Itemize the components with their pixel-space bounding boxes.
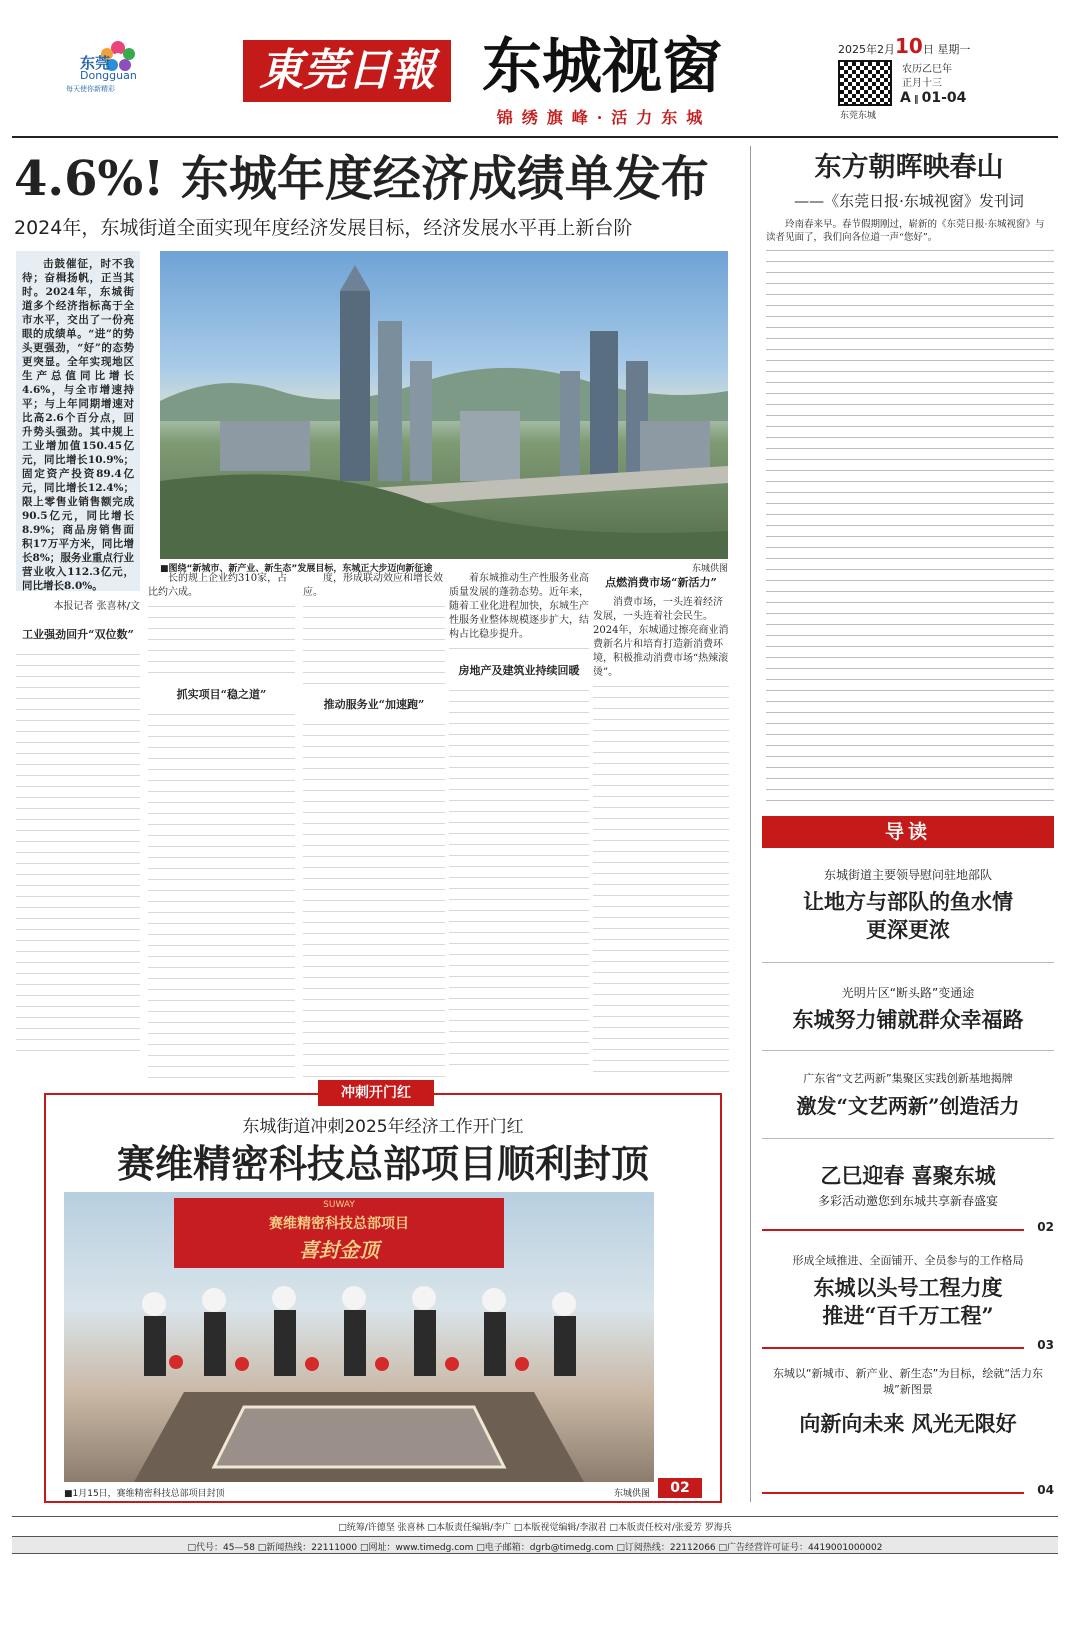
section-heading: 房地产及建筑业持续回暖 <box>458 664 580 677</box>
editorial-text <box>766 218 1054 808</box>
guide-separator <box>762 962 1054 963</box>
guide-item-title: 东城以头号工程力度 <box>813 1275 1003 1300</box>
guide-heading: 导读 <box>762 816 1054 848</box>
lead-subheadline: 2024年，东城街道全面实现年度经济发展目标，经济发展水平再上新台阶 <box>14 217 633 239</box>
guide-item[interactable] <box>762 1060 1054 1140</box>
guide-item-title: 乙巳迎春 喜聚东城 <box>820 1163 996 1188</box>
lead-col-3 <box>303 572 445 1066</box>
edition-letter: A <box>900 90 911 106</box>
lead-byline: 本报记者 张喜林/文 <box>53 601 140 612</box>
guide-page-number: 02 <box>1037 1220 1054 1234</box>
logo-cn: 东莞 <box>80 54 111 72</box>
guide-separator <box>762 1138 1054 1139</box>
body-text-lines <box>16 648 140 1060</box>
header-divider <box>12 136 1058 138</box>
feature-page-ref: 02 <box>658 1478 702 1498</box>
guide-item-title: 让地方与部队的鱼水情 <box>803 889 1013 914</box>
section-heading: 工业强劲回升“双位数” <box>22 628 134 641</box>
lead-col3-text: 度，形成联动效应和增长效应。 <box>303 573 443 598</box>
footer-info: □代号：45—58 □新闻热线：22111000 □网址：www.timedg.com □电子邮箱：dgrb@timedg.com □订阅热线：22112066 □广告经营许可证号：4419001000002 <box>187 1543 883 1553</box>
tagline: 锦绣旗峰·活力东城 <box>496 108 712 127</box>
banner-slogan: 喜封金顶 <box>299 1238 379 1262</box>
guide-item-title-2: 更深更浓 <box>866 917 950 942</box>
lead-headline: 4.6%! 东城年度经济成绩单发布 <box>14 151 709 207</box>
guide-item-title: 激发“文艺两新”创造活力 <box>796 1094 1020 1118</box>
page-range: 01-04 <box>921 90 967 106</box>
date-suffix: 日 星期一 <box>922 43 971 56</box>
lead-col-1 <box>16 626 140 1066</box>
issue-date <box>838 34 978 58</box>
lunar-year: 农历乙巳年 <box>902 64 952 75</box>
lead-summary: 击鼓催征，时不我待；奋楫扬帆，正当其时。2024年，东城街道多个经济指标高于全市水平，交出了一份亮眼的成绩单。“进”的势头更强劲，“好”的态势更突显。全年实现地区生产总值同比增长4.6%，与全市增速持平；与上年同期增速对比高2.6个百分点，回升势头强劲。其中规上工业增加值150.45亿元，同比增长10.9%；固定资产投资89.4亿元，同比增长12.4%；限上零售业销售额完成90.5亿元，同比增长8.9%；商品房销售面积17万平方米，同比增长8%；服务业重点行业营业收入112.3亿元，同比增长8.0%。 <box>22 258 134 592</box>
qr-label: 东莞东城 <box>840 111 877 121</box>
edition-title: 东城视窗 <box>482 32 722 102</box>
guide-item-kicker: 东城以“新城市、新产业、新生态”为目标，绘就“活力东城”新图景 <box>772 1367 1044 1396</box>
guide-item[interactable] <box>762 1242 1054 1342</box>
editorial-excerpt: 玲南春来早。春节假期刚过，崭新的《东莞日报·东城视窗》与读者见面了，我们向各位道一声“您好”。 <box>766 219 1045 243</box>
body-text-lines <box>148 600 295 680</box>
section-heading: 抓实项目“稳之道” <box>176 688 267 701</box>
lead-col-5 <box>593 572 729 1066</box>
guide-page-rule <box>762 1347 1024 1349</box>
lead-col-4 <box>449 572 589 1066</box>
feature-photo <box>64 1192 654 1482</box>
guide-separator <box>762 1050 1054 1051</box>
feature-tag: 冲刺开门红 <box>318 1080 434 1106</box>
footer-info-bar <box>12 1536 1058 1554</box>
footer-credits: □统筹/许德坚 张喜林 □本版责任编辑/李广 □本版视觉编辑/李淑君 □本版责任校对/张爱芳 罗海兵 <box>338 1523 732 1533</box>
body-text-lines <box>449 642 589 656</box>
guide-item-kicker: 形成全域推进、全面铺开、全员参与的工作格局 <box>792 1254 1024 1267</box>
logo-en: Dongguan <box>80 69 137 82</box>
guide-page-number: 04 <box>1037 1483 1054 1497</box>
section-heading: 点燃消费市场“新活力” <box>605 576 717 589</box>
guide-item-subtitle: 多彩活动邀您到东城共享新春盛宴 <box>817 1194 998 1208</box>
groundbreaking-ceremony-illustration <box>64 1192 654 1482</box>
guide-item[interactable] <box>762 974 1054 1054</box>
guide-item-title-2: 推进“百千万工程” <box>822 1303 994 1328</box>
guide-item[interactable] <box>762 1356 1054 1476</box>
editorial-subtitle: ——《东莞日报·东城视窗》发刊词 <box>794 192 1024 210</box>
lead-col5-text: 消费市场，一头连着经济发展，一头连着社会民生。2024年，东城通过擦亮商业消费新名片和培育打造新消费环境，积极推动消费市场“热辣滚烫”。 <box>593 597 729 678</box>
lead-col4-text: 着东城推动生产性服务业高质量发展的蓬勃态势。近年来，随着工业化进程加快，东城生产性服务业整体规模逐步扩大，结构占比稳步提升。 <box>449 573 589 640</box>
footer-rule-top <box>12 1516 1058 1517</box>
lunar-day: 正月十三 <box>902 78 942 89</box>
date-day: 10 <box>895 34 923 58</box>
guide-item-kicker: 东城街道主要领导慰问驻地部队 <box>823 868 992 882</box>
body-text-lines <box>148 708 295 1082</box>
editorial-divider <box>750 146 751 1502</box>
body-text-lines <box>593 680 729 1080</box>
city-skyline-illustration <box>160 251 728 559</box>
guide-page-rule <box>762 1492 1024 1494</box>
lead-photo-caption: ■图绕“新城市、新产业、新生态”发展目标，东城正大步迈向新征途 <box>160 564 433 574</box>
guide-item-kicker: 光明片区“断头路”变通途 <box>841 986 975 1000</box>
guide-item[interactable] <box>762 1148 1054 1238</box>
feature-kicker: 东城街道冲刺2025年经济工作开门红 <box>242 1117 524 1137</box>
banner-brand: SUWAY <box>323 1200 355 1210</box>
feature-headline: 赛维精密科技总部项目顺利封顶 <box>116 1141 649 1186</box>
body-text-lines <box>303 600 445 690</box>
masthead: 東莞日報 <box>243 40 451 102</box>
qr-code <box>838 60 892 106</box>
lead-photo <box>160 251 728 559</box>
body-text-lines <box>303 718 445 1082</box>
guide-page-rule <box>762 1229 1024 1231</box>
lead-summary-box <box>16 251 140 591</box>
dongguan-logo <box>40 38 170 96</box>
guide-item[interactable] <box>762 852 1054 962</box>
date-prefix: 2025年2月 <box>838 43 895 56</box>
body-text-lines <box>766 244 1054 804</box>
feature-photo-credit: 东城供图 <box>613 1489 650 1499</box>
logo-slogan: 每天使你新精彩 <box>66 85 115 93</box>
editorial-title: 东方朝晖映春山 <box>814 152 1004 183</box>
banner-title: 赛维精密科技总部项目 <box>269 1216 409 1232</box>
body-text-lines <box>449 684 589 1068</box>
guide-item-title: 东城努力铺就群众幸福路 <box>792 1007 1024 1032</box>
lead-photo-credit: 东城供图 <box>691 564 728 574</box>
guide-panel <box>762 816 1054 1502</box>
section-heading: 推动服务业“加速跑” <box>323 698 425 711</box>
guide-page-number: 03 <box>1037 1338 1054 1352</box>
edition-pages: A ‖ 01-04 <box>900 90 967 106</box>
guide-item-kicker: 广东省“文艺两新”集聚区实践创新基地揭牌 <box>803 1072 1013 1085</box>
lead-col-2 <box>148 572 295 1066</box>
lead-col2-text: 长的规上企业约310家，占比约六成。 <box>148 573 288 598</box>
guide-item-title: 向新向未来 风光无限好 <box>799 1411 1017 1436</box>
feature-photo-caption: ■1月15日，赛维精密科技总部项目封顶 <box>64 1489 225 1499</box>
